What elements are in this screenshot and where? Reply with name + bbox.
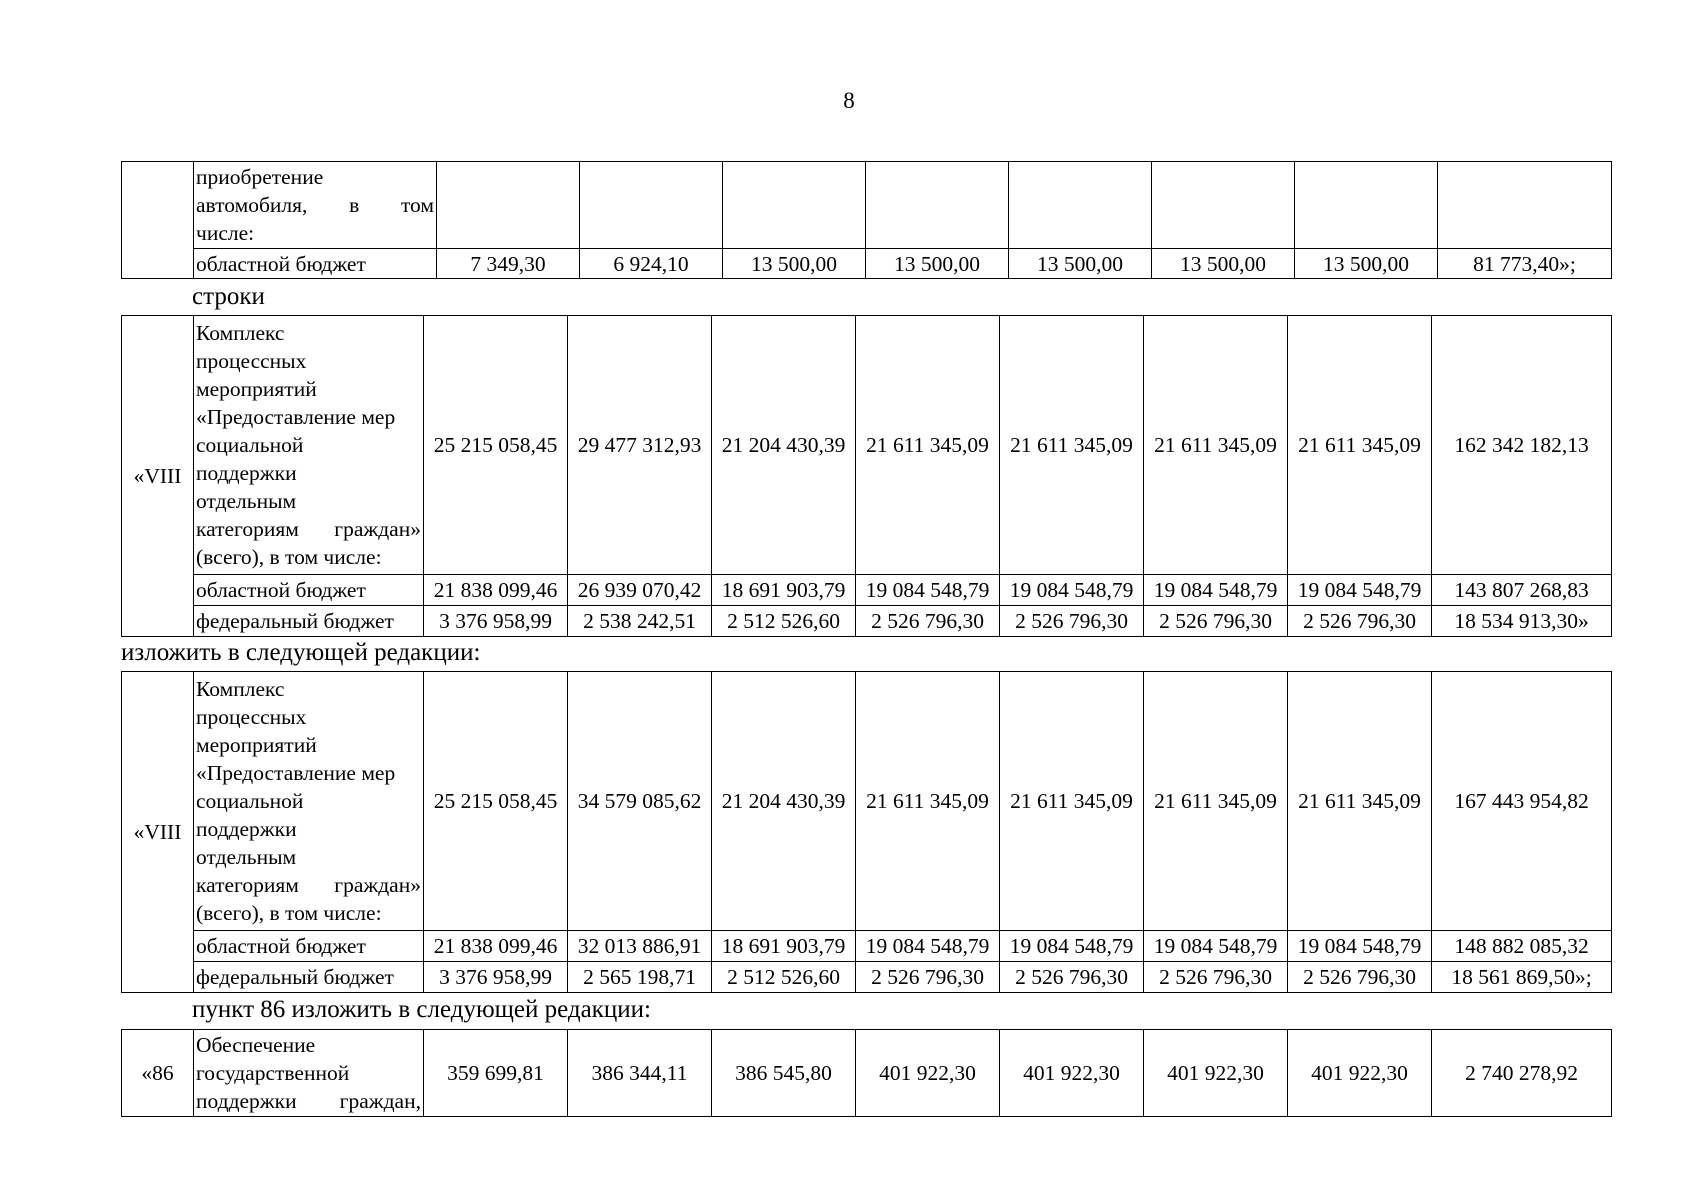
row-name-cell: приобретение автомобиля, в том числе: — [194, 162, 437, 249]
value-cell: 19 084 548,79 — [1288, 575, 1432, 606]
value-cell: 21 838 099,46 — [424, 931, 568, 962]
section-number: «VIII — [122, 672, 194, 993]
table-fragment-vehicle — [121, 161, 1612, 279]
section-number: «VIII — [122, 316, 194, 637]
value-cell: 2 526 796,30 — [856, 962, 1000, 993]
value-cell: 6 924,10 — [580, 249, 723, 279]
value-cell: 21 611 345,09 — [1000, 316, 1144, 575]
value-cell: 401 922,30 — [1288, 1030, 1432, 1117]
sub-row-label: федеральный бюджет — [194, 962, 424, 993]
value-cell: 2 526 796,30 — [1144, 962, 1288, 993]
empty-cell — [437, 162, 580, 249]
sub-row-label: областной бюджет — [194, 249, 437, 279]
value-cell: 2 526 796,30 — [1000, 606, 1144, 637]
value-cell: 3 376 958,99 — [424, 606, 568, 637]
value-cell: 7 349,30 — [437, 249, 580, 279]
value-cell: 21 204 430,39 — [712, 672, 856, 931]
value-cell: 401 922,30 — [1144, 1030, 1288, 1117]
section-cell — [122, 162, 194, 279]
value-cell: 21 611 345,09 — [856, 672, 1000, 931]
value-cell: 386 344,11 — [568, 1030, 712, 1117]
value-cell: 19 084 548,79 — [856, 575, 1000, 606]
value-cell: 386 545,80 — [712, 1030, 856, 1117]
value-cell: 13 500,00 — [1295, 249, 1438, 279]
value-cell: 2 512 526,60 — [712, 962, 856, 993]
caption-stroki: строки — [192, 283, 265, 310]
caption-punkt86: пункт 86 изложить в следующей редакции: — [192, 996, 651, 1023]
value-cell: 21 204 430,39 — [712, 316, 856, 575]
page-number: 8 — [843, 88, 855, 113]
value-cell: 21 838 099,46 — [424, 575, 568, 606]
row-name-cell: Обеспечение государственной поддержки граждан, — [194, 1030, 424, 1117]
table-item-86 — [121, 1029, 1612, 1117]
value-cell: 21 611 345,09 — [1288, 672, 1432, 931]
value-cell: 2 538 242,51 — [568, 606, 712, 637]
empty-cell — [1009, 162, 1152, 249]
value-cell: 81 773,40»; — [1438, 249, 1612, 279]
value-cell: 2 526 796,30 — [1000, 962, 1144, 993]
value-cell: 13 500,00 — [1152, 249, 1295, 279]
value-cell: 18 534 913,30» — [1432, 606, 1612, 637]
table-old-rows — [121, 315, 1612, 637]
value-cell: 2 740 278,92 — [1432, 1030, 1612, 1117]
value-cell: 21 611 345,09 — [856, 316, 1000, 575]
value-cell: 21 611 345,09 — [1000, 672, 1144, 931]
value-cell: 401 922,30 — [856, 1030, 1000, 1117]
value-cell: 2 526 796,30 — [1288, 962, 1432, 993]
value-cell: 21 611 345,09 — [1288, 316, 1432, 575]
value-cell: 13 500,00 — [866, 249, 1009, 279]
sub-row-label: областной бюджет — [194, 575, 424, 606]
value-cell: 401 922,30 — [1000, 1030, 1144, 1117]
value-cell: 359 699,81 — [424, 1030, 568, 1117]
sub-row-label: областной бюджет — [194, 931, 424, 962]
value-cell: 25 215 058,45 — [424, 316, 568, 575]
value-cell: 167 443 954,82 — [1432, 672, 1612, 931]
value-cell: 13 500,00 — [1009, 249, 1152, 279]
value-cell: 21 611 345,09 — [1144, 316, 1288, 575]
value-cell: 25 215 058,45 — [424, 672, 568, 931]
value-cell: 18 691 903,79 — [712, 931, 856, 962]
empty-cell — [1152, 162, 1295, 249]
value-cell: 2 526 796,30 — [1144, 606, 1288, 637]
empty-cell — [1295, 162, 1438, 249]
value-cell: 19 084 548,79 — [1144, 931, 1288, 962]
sub-row-label: федеральный бюджет — [194, 606, 424, 637]
value-cell: 32 013 886,91 — [568, 931, 712, 962]
empty-cell — [580, 162, 723, 249]
value-cell: 2 565 198,71 — [568, 962, 712, 993]
value-cell: 148 882 085,32 — [1432, 931, 1612, 962]
value-cell: 2 512 526,60 — [712, 606, 856, 637]
value-cell: 162 342 182,13 — [1432, 316, 1612, 575]
value-cell: 143 807 268,83 — [1432, 575, 1612, 606]
empty-cell — [866, 162, 1009, 249]
value-cell: 2 526 796,30 — [856, 606, 1000, 637]
value-cell: 19 084 548,79 — [1000, 575, 1144, 606]
section-number: «86 — [122, 1030, 194, 1117]
value-cell: 13 500,00 — [723, 249, 866, 279]
caption-izlozhit: изложить в следующей редакции: — [121, 639, 481, 666]
empty-cell — [1438, 162, 1612, 249]
table-new-rows — [121, 671, 1612, 993]
empty-cell — [723, 162, 866, 249]
value-cell: 19 084 548,79 — [1000, 931, 1144, 962]
value-cell: 18 691 903,79 — [712, 575, 856, 606]
value-cell: 2 526 796,30 — [1288, 606, 1432, 637]
value-cell: 21 611 345,09 — [1144, 672, 1288, 931]
value-cell: 29 477 312,93 — [568, 316, 712, 575]
value-cell: 19 084 548,79 — [1288, 931, 1432, 962]
row-name-cell: Комплекс процессных мероприятий «Предоставление мер социальной поддержки отдельным категориям граждан» (всего), в том числе: — [194, 316, 424, 575]
value-cell: 34 579 085,62 — [568, 672, 712, 931]
row-name-cell: Комплекс процессных мероприятий «Предоставление мер социальной поддержки отдельным категориям граждан» (всего), в том числе: — [194, 672, 424, 931]
value-cell: 19 084 548,79 — [856, 931, 1000, 962]
value-cell: 18 561 869,50»; — [1432, 962, 1612, 993]
value-cell: 3 376 958,99 — [424, 962, 568, 993]
value-cell: 19 084 548,79 — [1144, 575, 1288, 606]
value-cell: 26 939 070,42 — [568, 575, 712, 606]
